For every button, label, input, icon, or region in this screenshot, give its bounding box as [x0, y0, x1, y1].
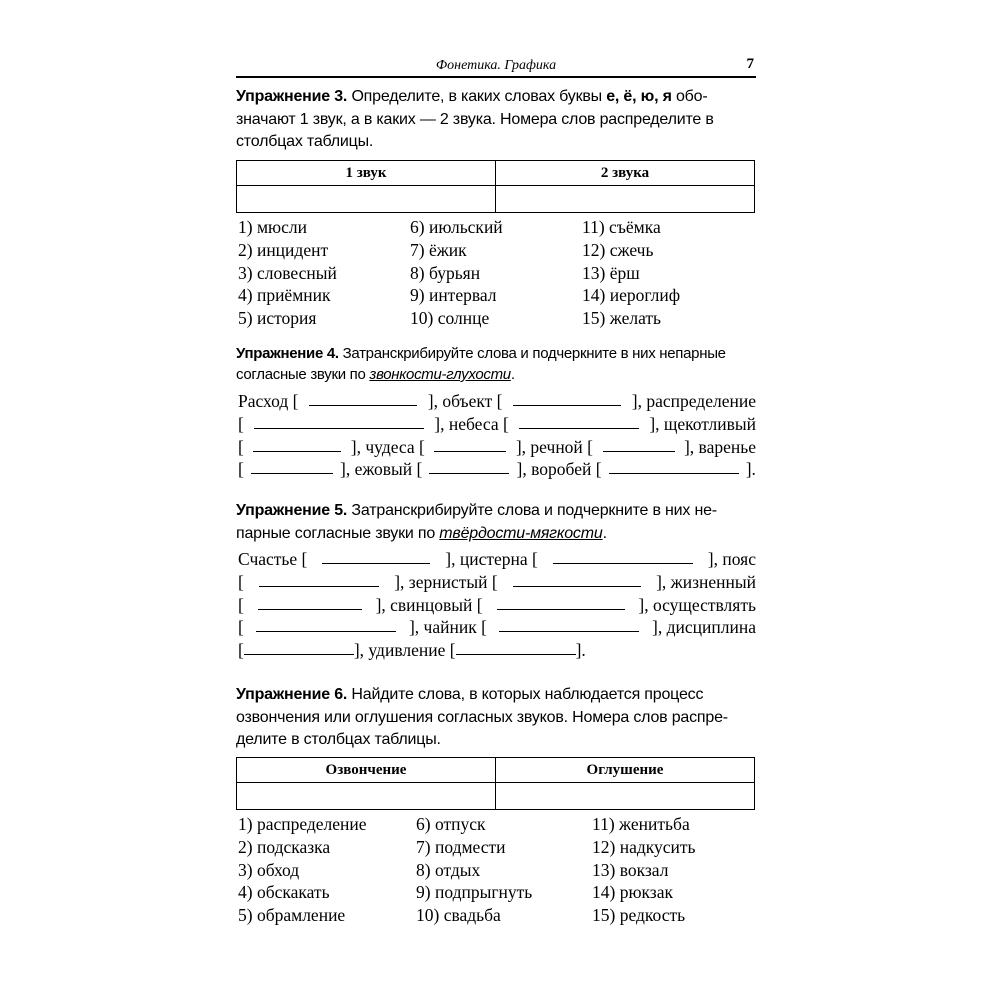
- fill-line: Расход [ ], объект [ ], распределение: [238, 391, 756, 411]
- fill-line: [ ], небеса [ ], щекотливый: [238, 413, 756, 434]
- list-item: 9) подпрыгнуть: [416, 882, 533, 903]
- list-item: 13) ёрш: [582, 262, 640, 283]
- exercise-3-instruction: Упражнение 3. Определите, в каких словах буквы е, ё, ю, я обо- значают 1 звук, а в каких — 2 звука. Номера слов распределите в столбцах таблицы.: [236, 88, 714, 150]
- list-item: 2) инцидент: [238, 239, 329, 260]
- answer-cell[interactable]: [496, 783, 755, 810]
- exercise-3-table: [236, 160, 755, 213]
- exercise-3-label: Упражнение 3.: [236, 88, 348, 105]
- transcription-blank[interactable]: [244, 639, 354, 655]
- table-header: 2 звука: [496, 161, 755, 186]
- exercise-6-instruction: Упражнение 6. Найдите слова, в которых наблюдается процесс озвончения или оглушения согласных звуков. Номера слов распре- делите в столбцах таблицы.: [236, 686, 728, 748]
- list-item: 12) надкусить: [592, 836, 696, 857]
- list-item: 15) желать: [582, 308, 662, 329]
- page-number: 7: [746, 56, 754, 72]
- transcription-blank[interactable]: [309, 390, 417, 406]
- fill-line: [ ], чайник [ ], дисциплина: [238, 617, 756, 638]
- list-item: 11) съёмка: [582, 217, 661, 237]
- transcription-blank[interactable]: [429, 458, 509, 474]
- header-title: Фонетика. Графика: [435, 58, 557, 73]
- word-column: [416, 813, 532, 927]
- running-header: [236, 58, 756, 78]
- word-column: [410, 216, 503, 330]
- transcription-blank[interactable]: [434, 436, 506, 452]
- exercise-4-instruction: Упражнение 4. Затранскрибируйте слова и подчеркните в них непарные согласные звуки по звонкости-глухости.: [236, 345, 726, 383]
- list-item: 2) подсказка: [238, 836, 331, 857]
- list-item: 8) бурьян: [410, 262, 481, 283]
- transcription-blank[interactable]: [603, 436, 675, 452]
- list-item: 7) ёжик: [410, 239, 467, 260]
- fill-line: Счастье [ ], цистерна [ ], пояс: [238, 549, 756, 569]
- list-item: 6) отпуск: [416, 814, 486, 834]
- term-underlined: твёрдости-мягкости: [439, 524, 603, 542]
- letters-highlight: е, ё, ю, я: [606, 88, 672, 105]
- exercise-5-fill-in: [238, 548, 756, 662]
- list-item: 9) интервал: [410, 285, 497, 306]
- table-header: 1 звук: [237, 161, 496, 186]
- list-item: 4) приёмник: [238, 285, 331, 306]
- list-item: 15) редкость: [592, 905, 686, 926]
- exercise-5-label: Упражнение 5.: [236, 502, 348, 519]
- list-item: 3) словесный: [238, 262, 337, 283]
- exercise-5-instruction: Упражнение 5. Затранскрибируйте слова и подчеркните в них не- парные согласные звуки по твёрдости-мягкости.: [236, 502, 717, 542]
- transcription-blank[interactable]: [497, 594, 625, 610]
- list-item: 6) июльский: [410, 217, 503, 237]
- answer-cell[interactable]: [237, 783, 496, 810]
- list-item: 12) сжечь: [582, 239, 654, 260]
- list-item: 14) рюкзак: [592, 882, 673, 903]
- list-item: 10) свадьба: [416, 905, 501, 926]
- fill-line: [ ], ежовый [ ], воробей [ ].: [238, 459, 756, 480]
- word-column: [238, 813, 367, 927]
- transcription-blank[interactable]: [253, 436, 341, 452]
- list-item: 8) отдых: [416, 859, 481, 880]
- transcription-blank[interactable]: [513, 571, 641, 587]
- transcription-blank[interactable]: [258, 594, 362, 610]
- fill-line: [ ], удивление [ ].: [238, 640, 586, 661]
- exercise-4-fill-in: [238, 390, 756, 481]
- transcription-blank[interactable]: [254, 413, 424, 429]
- list-item: 7) подмести: [416, 836, 506, 857]
- transcription-blank[interactable]: [322, 548, 430, 564]
- word-column: [592, 813, 696, 927]
- transcription-blank[interactable]: [513, 390, 621, 406]
- word-column: [582, 216, 680, 330]
- list-item: 5) обрамление: [238, 905, 346, 926]
- list-item: 13) вокзал: [592, 859, 669, 880]
- transcription-blank[interactable]: [456, 639, 576, 655]
- exercise-6-table: [236, 757, 755, 810]
- transcription-blank[interactable]: [499, 616, 639, 632]
- list-item: 3) обход: [238, 859, 300, 880]
- list-item: 11) женитьба: [592, 814, 690, 834]
- fill-line: [ ], чудеса [ ], речной [ ], варенье: [238, 436, 756, 457]
- list-item: 5) история: [238, 308, 317, 329]
- list-item: 1) мюсли: [238, 217, 307, 237]
- list-item: 10) солнце: [410, 308, 490, 329]
- transcription-blank[interactable]: [256, 616, 396, 632]
- transcription-blank[interactable]: [251, 458, 333, 474]
- exercise-6-label: Упражнение 6.: [236, 686, 348, 703]
- list-item: 4) обскакать: [238, 882, 330, 903]
- answer-cell[interactable]: [237, 186, 496, 213]
- list-item: 1) распределение: [238, 814, 367, 834]
- transcription-blank[interactable]: [519, 413, 639, 429]
- table-header: Оглушение: [496, 758, 755, 783]
- term-underlined: звонкости-глухости: [369, 366, 511, 383]
- transcription-blank[interactable]: [259, 571, 379, 587]
- fill-line: [ ], зернистый [ ], жизненный: [238, 571, 756, 592]
- list-item: 14) иероглиф: [582, 285, 681, 306]
- transcription-blank[interactable]: [609, 458, 739, 474]
- exercise-4-label: Упражнение 4.: [236, 345, 339, 362]
- table-header: Озвончение: [237, 758, 496, 783]
- transcription-blank[interactable]: [553, 548, 693, 564]
- fill-line: [ ], свинцовый [ ], осуществлять: [238, 594, 756, 615]
- word-column: [238, 216, 337, 330]
- answer-cell[interactable]: [496, 186, 755, 213]
